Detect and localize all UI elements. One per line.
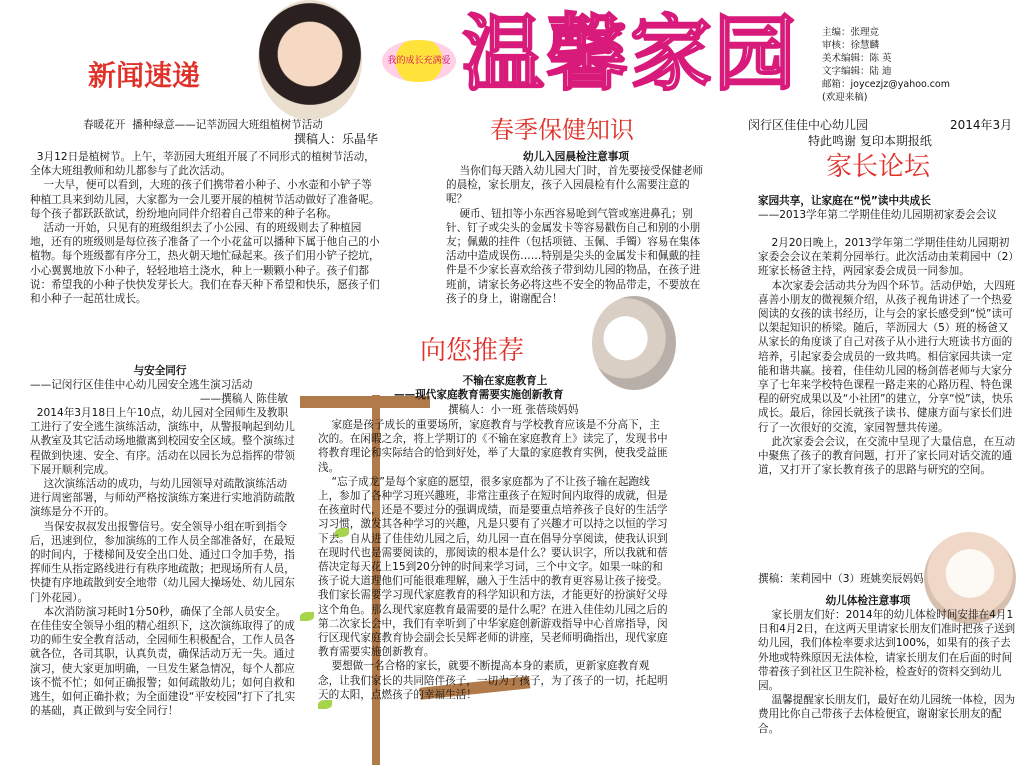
thanks-note: 特此鸣谢 复印本期报纸 — [808, 134, 932, 148]
recommend-body: 家庭是孩子成长的重要场所，家庭教育与学校教育应该是不分高下，主次的。在闲暇之余，将上学期订的《不输在家庭教育上》读完了，发现书中将教育理论和实际结合的恰到好处，举了大量的家庭教育实例，使我受益匪浅。 “忘子成龙”是每个家庭的愿望，很多家庭都为了不让孩子输在起跑线上，参加了各种学习班兴趣班，非常注重孩子在短时间内取得的成就，但是在孩童时代，还是不要过分的强调成绩，而是要重点培养孩子良好的生活学习习惯，激发其各种学习的兴趣，凡是只要有了兴趣才可以持之以恒的学习下去。自从进了佳佳幼儿园之后，幼儿园一直在倡导分享阅读，使我认识到在现时代也是需要阅读的，那阅读的根本是什么？要认识字，所以我就和蓓蓓决定每天花上15到20分钟的时间来学习词，三个中文字。如果一味的和孩子说大道理他们可能很难理解，融入于生活中的教育更容易让孩子接受。我们家长需要学习现代家庭教育的科学知识和方法，才能更好的扮演好父母这个角色。那么现代家庭教育最需要的是什么呢？在进入佳佳幼儿园之后的第二次家长会中，我们有幸听到了中华家庭创新游戏指导中心首席指导，闵行区现代家庭教育协会副会长吴辉老师的讲座，吴老师明确指出，现代家庭教育需要实施创新教育。 要想做一名合格的家长，就要不断提高本身的素质，更新家庭教育观念，让我们家长的共同陪伴孩子，一切为了孩子，为了孩子的一切，托起明天的太阳，点燃孩子的幸福生活！ — [318, 419, 668, 701]
recommend-subtitle: ——现代家庭教育需要实施创新教育 — [394, 389, 564, 401]
child-photo — [258, 0, 362, 120]
news2-subtitle: ——记闵行区佳佳中心幼儿园安全逃生演习活动 — [30, 379, 253, 391]
forum2-title: 幼儿体检注意事项 — [825, 595, 911, 607]
news-heading — [88, 58, 248, 94]
forum-heading-text: 家长论坛 — [826, 152, 931, 182]
forum1-body: 2月20日晚上，2013学年第二学期佳佳幼儿园期初家委会会议在茉莉分园举行。此次活动由茉莉园中（2）班家长杨爸主持，两园家委会成员一同参加。 本次家委会活动共分为四个环节。活动伊始，大四班喜善小朋友的微视频介绍，从孩子视角讲述了一个热爱阅读的女孩的读书经历，让与会的家长感受到“悦”读可以架起知识的桥梁。随后，莘沥园大（5）班的杨爸又从家长的角度谈了自己对孩子从小进行大班读书方面的培养，引起家委会成员的一致共鸣。相信家园共读一定能和谐共赢。接着，佳佳幼儿园的杨剑蓓老师与大家分享了七年来学校特色课程一路走来的心路历程、特色课程的研究成果以及“小社团”的建立，分享“悦”读，快乐成长。最后，徐园长就孩子读书、健康方面与家长们进行了一次很好的交流，家园智慧共传递。 此次家委会会议，在交流中呈现了大量信息，在互动中聚焦了孩子的教育问题，打开了家长同对话交流的通道，又打开了家长教育孩子的思路与研究的空间。 — [758, 237, 1016, 477]
news2-author: ——撰稿人 陈佳敏 — [199, 393, 288, 405]
news1-body: 3月12日是植树节。上午，莘沥园大班组开展了不同形式的植树节活动，全体大班组教师和幼儿都参与了此次活动。 一大早，便可以看到，大班的孩子们携带着小种子、小水壶和小铲子等种植工具来到幼儿园，大家都为一会儿要开展的植树节活动做好了准备呢。每个孩子都跃跃欲试，纷纷地向同伴介绍着自己带来的种子名称。 活动一开始，只见有的班级组织去了小公园、有的班级则去了种植园地，还有的班级则是每位孩子准备了一个小花盆可以播种下属于他自己的小植物。每个班级都有序分工，热火朝天地忙碌起来。孩子们用小铲子挖坑，小心翼翼地放下小种子，轻轻地培土浇水，种上一颗颗小种子。孩子们都说：希望我的小种子快快发芽长大。我们在春天种下希望和快乐，愿孩子们和小种子一起茁壮成长。 — [30, 151, 380, 306]
badge-text: 我的成长充满爱 — [387, 56, 451, 66]
recommend-title: 不输在家庭教育上 — [462, 375, 548, 387]
recommend-heading-text: 向您推荐 — [420, 336, 525, 366]
forum1-author: 撰稿：茉莉园中（3）班姚奕辰妈妈 — [758, 573, 924, 585]
news1-author: 撰稿人：乐晶华 — [293, 132, 378, 146]
recommend-author: 撰稿人：小一班 张蓓琰妈妈 — [448, 404, 579, 416]
credits-block: 主编：张理竞 审核：徐慧麟 美术编辑：陈 英 文字编辑：陆 迪 邮箱：joycezjz@yahoo.com (欢迎来稿) — [822, 27, 950, 103]
news2-body: 2014年3月18日上午10点，幼儿园对全园师生及教职工进行了安全逃生演练活动，演练中，从警报响起到幼儿从教室及其它活动场地撤离到校园安全区域。整个演练过程做到快速、安全、有序。活动在以园长为总指挥的带领下展开顺利完成。 这次演练活动的成功，与幼儿园领导对疏散演练活动进行周密部署，与师幼严格按演练方案进行实地消防疏散演练是分不开的。 当保安叔叔发出报警信号。安全领导小组在听到指令后，迅速到位，参加演练的工作人员全部准备好，在最短的时间内，于楼梯间及安全出口处、通过口令加手势，指挥师生从指定路线进行有秩序地疏散；把现场所有人员，快捷有序地疏散到安全地带（幼儿园大操场处、幼儿园东门外花园）。 本次消防演习耗时1分50秒，确保了全部人员安全。在佳佳安全领导小组的精心组织下，这次演练取得了的成功的师生安全教育活动，全园师生积极配合，工作人员各就各位，各司其职，认真负责，确保活动万无一失。通过演习，使大家更加明确，一旦发生紧急情况，每个人都应该不慌不忙；如何正确报警；如何疏散幼儿；如何自救和逃生，如何正确扑救；为全面建设“平安校园”打下了扎实的基础，真正做到与安全同行！ — [30, 407, 296, 718]
health-title: 幼儿入园晨检注意事项 — [523, 151, 629, 163]
issue-date: 2014年3月 — [950, 118, 1013, 132]
forum1-title: 家园共享，让家庭在“悦”读中共成长 — [758, 195, 931, 207]
growth-badge — [382, 40, 456, 82]
leaf-decoration-2 — [300, 612, 314, 621]
forum-heading — [826, 150, 976, 184]
recommend-heading — [420, 334, 580, 368]
masthead-title: 温馨家园 — [462, 6, 799, 102]
news-heading-text: 新闻速递 — [88, 59, 201, 92]
health-heading-text: 春季保健知识 — [490, 116, 634, 144]
news2-title: 与安全同行 — [133, 365, 187, 377]
school-name: 闵行区佳佳中心幼儿园 — [748, 118, 869, 132]
health-heading — [490, 114, 720, 146]
forum2-body: 家长朋友们好：2014年的幼儿体检时间安排在4月1日和4月2日，在这两天里请家长朋友们准时把孩子送到幼儿园，我们体检率要求达到100%，如果有的孩子去外地或特殊原因无法体检，请家长朋友们在后面的时间带着孩子到社区卫生院补检，检查好的资料交到幼儿园。 温馨提醒家长朋友们，最好在幼儿园统一体检，因为费用比你自己带孩子去体检便宜，谢谢家长朋友的配合。 — [758, 609, 1016, 735]
health-body: 当你们每天踏入幼儿园大门时，首先要接受保健老师的晨检，家长朋友，孩子入园晨检有什么需要注意的呢？ 硬币、钮扣等小东西容易呛到气管或塞进鼻孔；别针、钉子或尖头的金属发卡等容易戳伤自己和别的小朋友；佩戴的挂件（包括项链、玉佩、手镯）容易在集体活动中造成误伤……特别是尖头的金属发卡和佩戴的挂件是不少家长喜欢给孩子带到幼儿园的物品，在孩子进班前，请家长务必将这些不安全的物品带走，不要放在孩子的身上，谢谢配合！ — [446, 165, 704, 305]
news1-title: 春暖花开 播种绿意——记莘沥园大班组植树节活动 — [83, 119, 323, 131]
forum1-subtitle: ——2013学年第二学期佳佳幼儿园期初家委会会议 — [758, 209, 997, 221]
